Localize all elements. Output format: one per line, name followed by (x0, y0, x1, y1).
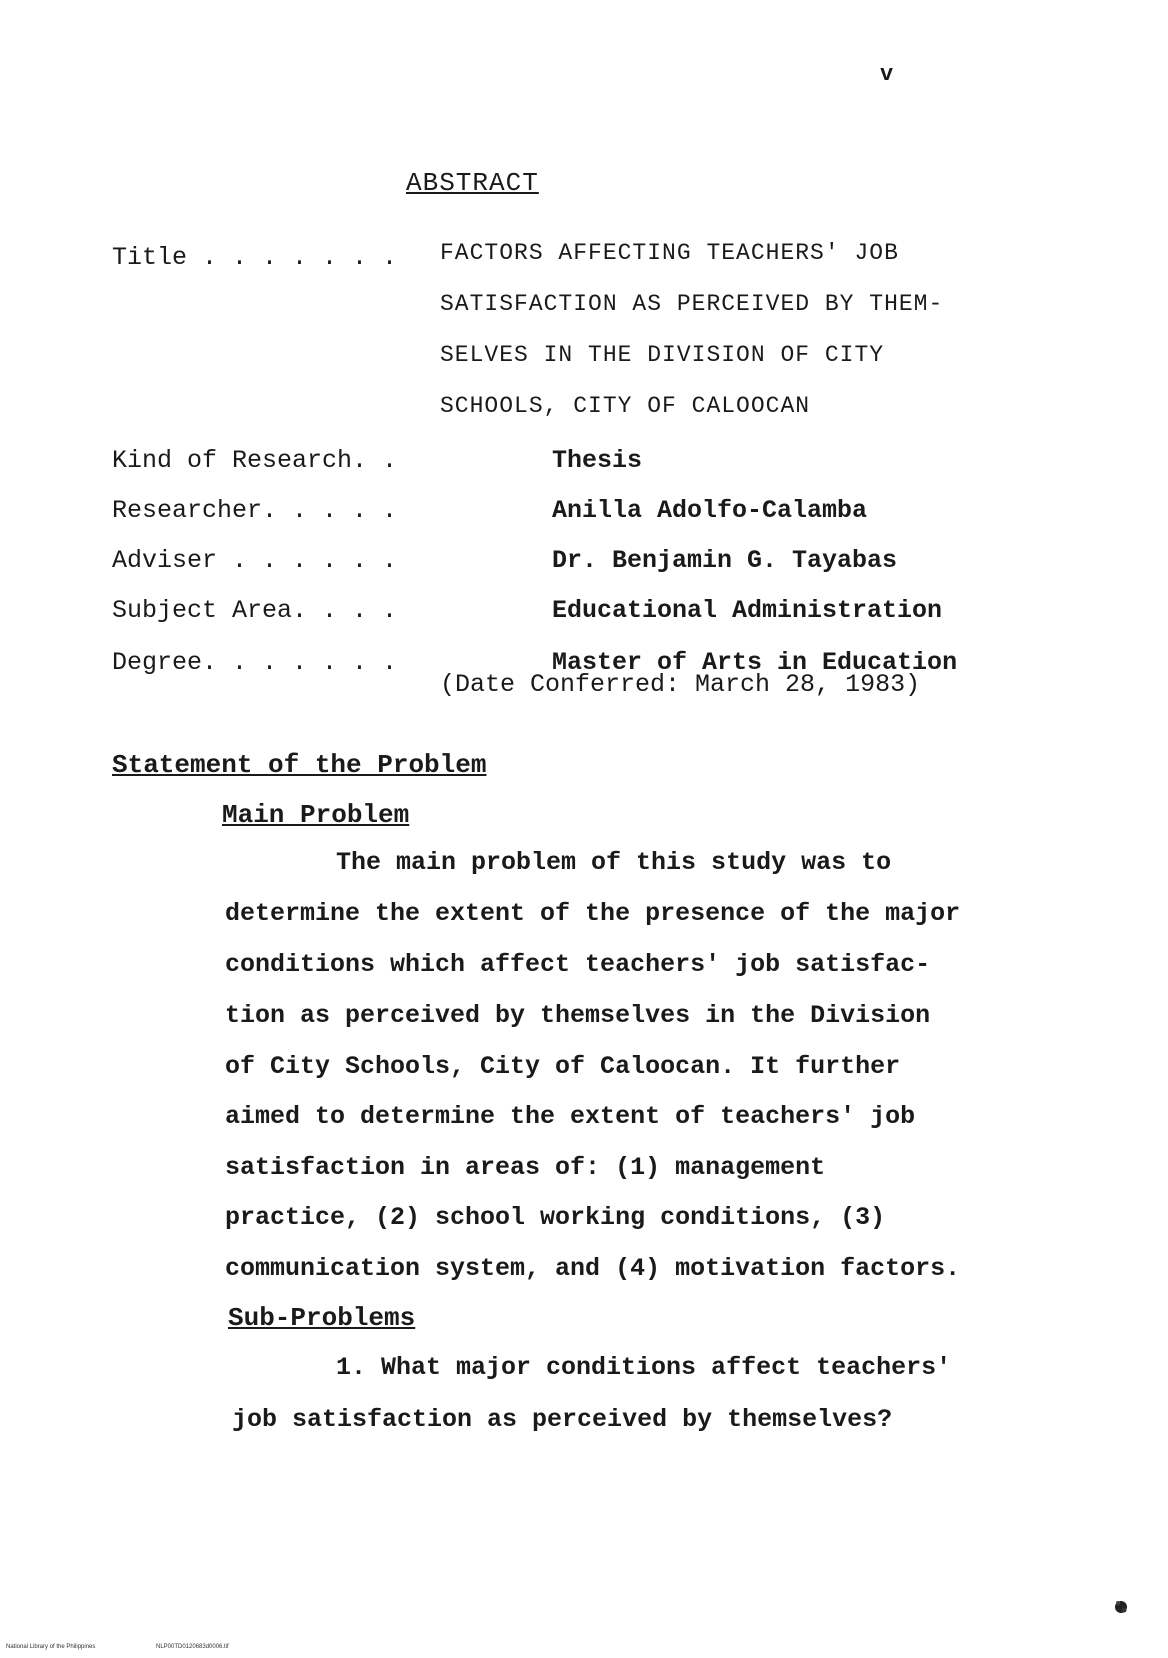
main-problem-line: The main problem of this study was to (336, 848, 892, 877)
kind-label: Kind of Research. . (112, 446, 398, 475)
main-problem-line: aimed to determine the extent of teachers' job (225, 1102, 916, 1131)
ink-blot-icon (1112, 1598, 1130, 1616)
sub-problem-line: 1. What major conditions affect teachers' (336, 1353, 952, 1382)
main-problem-heading: Main Problem (222, 800, 410, 830)
kind-value: Thesis (552, 446, 643, 475)
main-problem-line: practice, (2) school working conditions, (3) (225, 1203, 886, 1232)
title-line-3: SELVES IN THE DIVISION OF CITY (440, 342, 885, 368)
researcher-row (112, 496, 868, 525)
main-problem-line: satisfaction in areas of: (1) management (225, 1153, 826, 1182)
researcher-value: Anilla Adolfo-Calamba (552, 496, 868, 525)
degree-row (112, 648, 958, 677)
title-row (112, 243, 442, 272)
degree-label: Degree. . . . . . . (112, 648, 398, 677)
adviser-row (112, 546, 898, 575)
sub-problem-line: job satisfaction as perceived by themselves? (232, 1405, 893, 1434)
sub-problems-heading: Sub-Problems (228, 1303, 416, 1333)
adviser-label: Adviser . . . . . . (112, 546, 398, 575)
statement-heading: Statement of the Problem (112, 750, 487, 780)
kind-row (112, 446, 643, 475)
main-problem-line: conditions which affect teachers' job satisfac- (225, 950, 931, 979)
abstract-heading: ABSTRACT (406, 168, 539, 198)
main-problem-line: determine the extent of the presence of the major (225, 899, 961, 928)
subject-row (112, 596, 943, 625)
main-problem-line: tion as perceived by themselves in the Division (225, 1001, 931, 1030)
subject-value: Educational Administration (552, 596, 943, 625)
footer-file-id: NLP00TD0120683d0006.tif (156, 1644, 229, 1650)
footer-credit: National Library of the Philippines (6, 1644, 96, 1650)
title-line-2: SATISFACTION AS PERCEIVED BY THEM- (440, 291, 944, 317)
title-label: Title . . . . . . . (112, 243, 398, 272)
main-problem-line: communication system, and (4) motivation factors. (225, 1254, 961, 1283)
degree-value: Master of Arts in Education (552, 648, 958, 677)
subject-label: Subject Area. . . . (112, 596, 398, 625)
page-number: v (880, 62, 894, 87)
main-problem-line: of City Schools, City of Caloocan. It further (225, 1052, 901, 1081)
date-conferred: (Date Conferred: March 28, 1983) (440, 670, 921, 699)
adviser-value: Dr. Benjamin G. Tayabas (552, 546, 898, 575)
title-line-1: FACTORS AFFECTING TEACHERS' JOB (440, 240, 899, 266)
title-line-4: SCHOOLS, CITY OF CALOOCAN (440, 393, 811, 419)
researcher-label: Researcher. . . . . (112, 496, 398, 525)
